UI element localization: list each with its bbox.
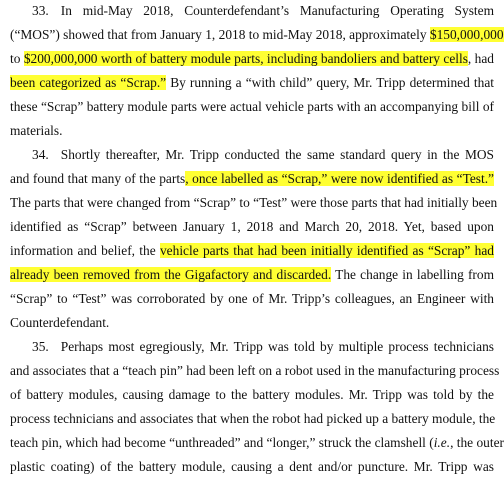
paragraph-34-line-7: [10, 291, 494, 307]
highlighted-text: $150,000,000: [429, 27, 504, 42]
highlighted-text: been categorized as “Scrap.”: [10, 75, 167, 90]
text-run: , the outer: [450, 435, 504, 450]
text-run: Perhaps most egregiously, Mr. Tripp was told by multiple process technicians: [60, 339, 494, 354]
text-run: Counterdefendant.: [10, 315, 110, 330]
paragraph-35-line-4: [10, 411, 494, 427]
paragraph-33-line-5: [10, 99, 494, 115]
text-run: Shortly thereafter, Mr. Tripp conducted the same standard query in the MOS: [60, 147, 494, 162]
paragraph-33-line-1: [10, 3, 494, 19]
text-run: By running a “with child” query, Mr. Tripp determined that: [166, 75, 494, 90]
paragraph-34-line-1: [10, 147, 494, 163]
paragraph-34-line-6: [10, 267, 494, 283]
paragraph-35-line-6: [10, 459, 494, 475]
text-run: plastic coating) of the battery module, causing a dent and/or puncture. Mr. Tripp was: [10, 459, 494, 474]
paragraph-34-line-4: [10, 219, 494, 235]
paragraph-33-number: 33.: [32, 3, 49, 18]
text-run: process technicians and associates that when the robot had picked up a battery module, the: [10, 411, 496, 426]
text-run: The change in labelling from: [331, 267, 494, 282]
paragraph-35-number: 35.: [32, 339, 49, 354]
highlighted-text: vehicle parts that had been initially identified as “Scrap” had: [159, 243, 494, 258]
text-run: teach pin, which had become “unthreaded” and “longer,” struck the clamshell (: [10, 435, 434, 450]
highlighted-text: , once labelled as “Scrap,” were now identified as “Test.”: [185, 171, 494, 186]
text-run: identified as “Scrap” between January 1, 2018 and March 20, 2018. Yet, based upon: [10, 219, 494, 234]
text-run: of battery modules, causing damage to the battery modules. Mr. Tripp was told by the: [10, 387, 494, 402]
text-run: The parts that were changed from “Scrap” to “Test” were those parts that had initially been: [10, 195, 498, 210]
paragraph-35-line-5: [10, 435, 504, 451]
paragraph-33-line-2: [10, 27, 504, 43]
text-run: information and belief, the: [10, 243, 160, 258]
paragraph-35-line-3: [10, 387, 494, 403]
paragraph-33-line-4: [10, 75, 494, 91]
paragraph-35-line-2: [10, 363, 500, 379]
text-run: materials.: [10, 123, 63, 138]
text-run: these “Scrap” battery module parts were actual vehicle parts with an accompanying bill of: [10, 99, 494, 114]
text-run: (“MOS”) showed that from January 1, 2018 to mid-May 2018, approximately: [10, 27, 430, 42]
highlighted-text: $200,000,000 worth of battery module parts, including bandoliers and battery cells: [23, 51, 468, 66]
highlighted-text: already been removed from the Gigafactory and discarded.: [10, 267, 332, 282]
paragraph-34-number: 34.: [32, 147, 49, 162]
paragraph-33-line-6: [10, 123, 494, 139]
text-run: and associates that a “teach pin” had been left on a robot used in the manufacturing process: [10, 363, 500, 378]
paragraph-33-line-3: [10, 51, 494, 67]
paragraph-34-line-8: [10, 315, 494, 331]
italic-text: i.e.: [433, 435, 451, 450]
text-run: to: [10, 51, 24, 66]
text-run: , had: [467, 51, 494, 66]
text-run: and found that many of the parts: [10, 171, 186, 186]
paragraph-35-line-1: [10, 339, 494, 355]
text-run: “Scrap” to “Test” was corroborated by one of Mr. Tripp’s colleagues, an Engineer with: [10, 291, 494, 306]
paragraph-34-line-3: [10, 195, 498, 211]
text-run: In mid-May 2018, Counterdefendant’s Manufacturing Operating System: [60, 3, 494, 18]
paragraph-34-line-2: [10, 171, 494, 187]
paragraph-34-line-5: [10, 243, 494, 259]
